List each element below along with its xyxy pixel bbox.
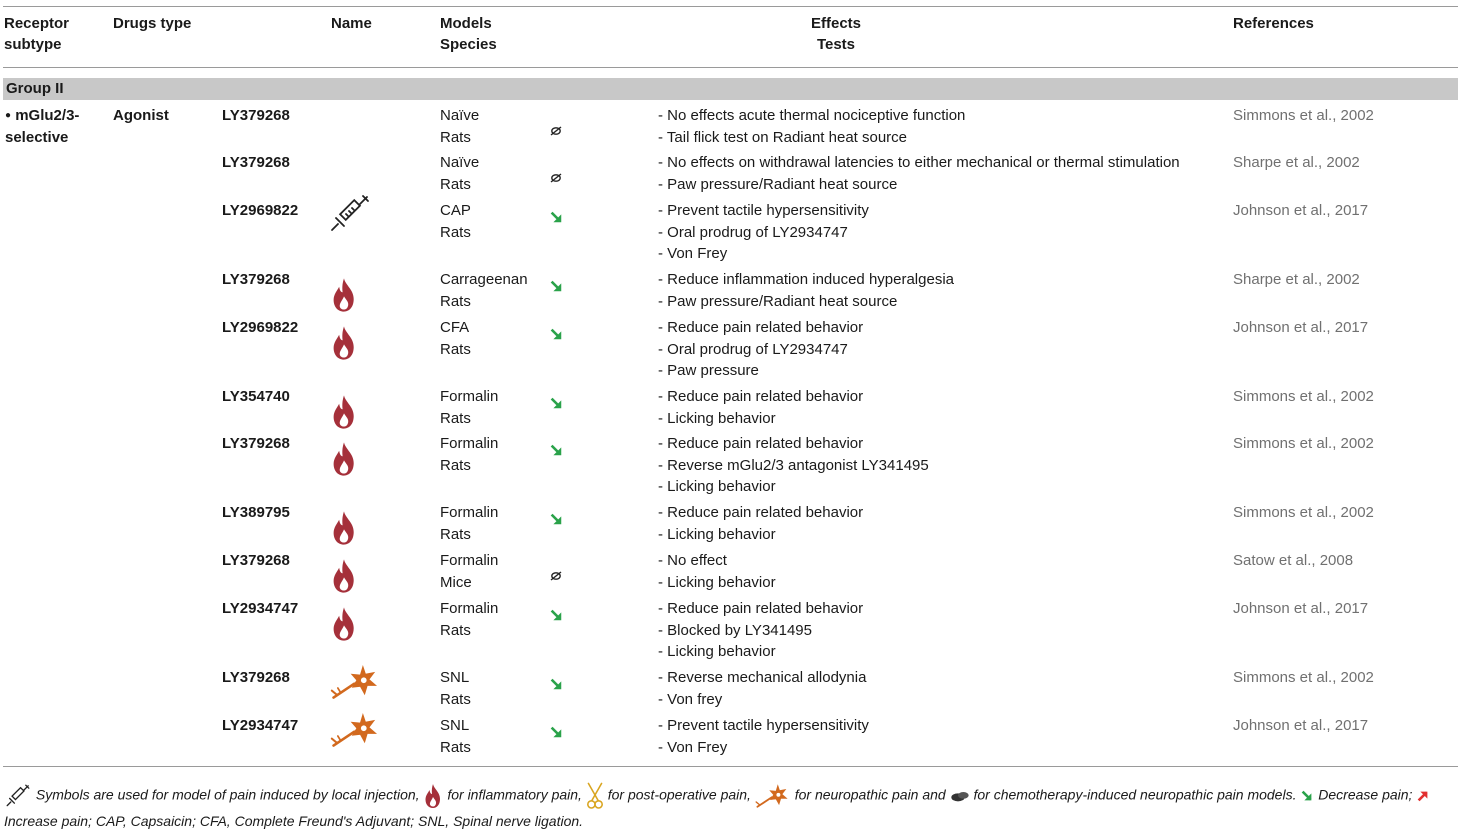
drugs-type-agonist: Agonist [113, 107, 169, 124]
decrease-arrow-icon [549, 677, 563, 696]
drug-name: LY379268 [222, 154, 290, 171]
increase-arrow-icon [1416, 789, 1430, 803]
species: Rats [440, 738, 471, 756]
species: Rats [440, 292, 471, 310]
effect-line: - Von frey [658, 690, 723, 708]
drug-name: LY379268 [222, 669, 290, 686]
effects-tests [658, 386, 863, 429]
effect-line: - Licking behavior [658, 409, 776, 427]
no-effect-icon [550, 568, 562, 586]
model: CAP [440, 202, 471, 219]
effects-tests [658, 598, 863, 663]
reference: Johnson et al., 2017 [1233, 717, 1369, 734]
species: Rats [440, 690, 471, 708]
effects-tests [658, 715, 869, 758]
reference: Simmons et al., 2002 [1233, 388, 1374, 405]
species: Rats [440, 128, 471, 146]
effect-line: - Reduce pain related behavior [658, 319, 864, 336]
footnote-line-1: Symbols are used for model of pain induced by local injection, for inflammatory pain, for post-operative pain, for neuropathic pain and for chemotherapy-induced neuropathic pain models. Decrease pain; [4, 782, 1430, 810]
decrease-arrow-icon [549, 210, 563, 229]
model-species [440, 715, 471, 758]
syringe-icon [330, 194, 370, 239]
species: Rats [440, 223, 471, 241]
effect-line: - Prevent tactile hypersensitivity [658, 717, 869, 734]
flame-icon [330, 606, 358, 647]
reference: Simmons et al., 2002 [1233, 435, 1374, 452]
effect-line: - Licking behavior [658, 643, 776, 660]
footnote-line-2: Increase pain; CAP, Capsaicin; CFA, Complete Freund's Adjuvant; SNL, Spinal nerve ligation. [4, 813, 584, 829]
effects-tests [658, 433, 929, 498]
effect-line: - Prevent tactile hypersensitivity [658, 202, 869, 219]
model: Formalin [440, 552, 499, 569]
effects-tests [658, 550, 776, 593]
decrease-arrow-icon [549, 608, 563, 627]
group-band [3, 78, 1458, 100]
group-label: Group II [6, 80, 64, 97]
header-rule [3, 67, 1458, 68]
model-species [440, 317, 471, 360]
effect-line: - Reduce pain related behavior [658, 600, 864, 617]
model-species [440, 105, 479, 148]
decrease-arrow-icon [549, 327, 563, 346]
effect-line: - Reduce pain related behavior [658, 504, 864, 521]
model-species [440, 433, 498, 476]
effect-line: - Reduce inflammation induced hyperalgesia [658, 271, 955, 288]
effect-line: - Von Frey [658, 738, 728, 756]
receptor-subtype: ● mGlu2/3- selective [5, 107, 80, 146]
effect-line: - Licking behavior [658, 573, 776, 591]
species: Mice [440, 573, 472, 591]
species: Rats [440, 409, 471, 427]
flame-icon [330, 441, 358, 482]
decrease-arrow-icon [1300, 789, 1314, 803]
effects-tests [658, 105, 965, 148]
decrease-arrow-icon [549, 443, 563, 462]
model: Formalin [440, 504, 499, 521]
effect-line: - Von Frey [658, 245, 728, 262]
reference: Johnson et al., 2017 [1233, 319, 1369, 336]
effects-tests [658, 152, 1180, 195]
model: Formalin [440, 388, 499, 405]
effects-tests [658, 502, 863, 545]
model: Naïve [440, 154, 480, 171]
model: Naïve [440, 107, 480, 124]
bottom-rule [3, 766, 1458, 767]
drug-name: LY379268 [222, 435, 290, 452]
flame-icon [330, 325, 358, 366]
model: SNL [440, 717, 470, 734]
model-species [440, 152, 479, 195]
decrease-arrow-icon [549, 396, 563, 415]
effect-line: - Paw pressure/Radiant heat source [658, 175, 898, 193]
drug-name: LY379268 [222, 552, 290, 569]
species: Rats [440, 525, 471, 543]
effect-line: - Oral prodrug of LY2934747 [658, 223, 848, 241]
flame-icon [423, 782, 443, 810]
drug-name: LY2934747 [222, 600, 299, 617]
header-models-species: Models Species [440, 15, 497, 53]
model: CFA [440, 319, 470, 336]
reference: Johnson et al., 2017 [1233, 202, 1369, 219]
decrease-arrow-icon [549, 725, 563, 744]
reference: Satow et al., 2008 [1233, 552, 1354, 569]
species: Rats [440, 456, 471, 474]
header-drugs-type: Drugs type [113, 15, 192, 32]
drug-name: LY354740 [222, 388, 290, 405]
effect-line: - Oral prodrug of LY2934747 [658, 340, 848, 358]
model-species [440, 502, 498, 545]
model: Formalin [440, 600, 499, 617]
model-species [440, 200, 471, 243]
model-species [440, 269, 528, 312]
effects-tests [658, 200, 869, 265]
flame-icon [330, 394, 358, 435]
effect-line: - Blocked by LY341495 [658, 621, 812, 639]
neuron-icon [329, 663, 383, 706]
flame-icon [330, 510, 358, 551]
reference: Simmons et al., 2002 [1233, 107, 1374, 124]
top-rule [3, 6, 1458, 7]
effect-line: - No effect [658, 552, 727, 569]
model-species [440, 667, 471, 710]
effect-line: - Reverse mGlu2/3 antagonist LY341495 [658, 456, 929, 474]
drug-name: LY2969822 [222, 202, 299, 219]
no-effect-icon [550, 123, 562, 141]
effect-line: - Licking behavior [658, 478, 776, 495]
pill-icon [950, 788, 970, 804]
syringe-icon [4, 784, 32, 808]
effects-tests [658, 667, 866, 710]
decrease-arrow-icon [549, 279, 563, 298]
reference: Sharpe et al., 2002 [1233, 271, 1360, 288]
reference: Simmons et al., 2002 [1233, 504, 1374, 521]
header-name: Name [331, 15, 372, 32]
header-receptor-subtype: Receptor subtype [4, 15, 70, 53]
drug-name: LY379268 [222, 107, 290, 124]
bullet: ● [5, 110, 12, 121]
species: Rats [440, 340, 471, 358]
species: Rats [440, 621, 471, 639]
effect-line: - No effects acute thermal nociceptive function [658, 107, 966, 124]
model-species [440, 598, 498, 641]
effect-line: - No effects on withdrawal latencies to either mechanical or thermal stimulation [658, 154, 1180, 171]
effect-line: - Tail flick test on Radiant heat source [658, 128, 908, 146]
header-references: References [1233, 15, 1314, 32]
drug-name: LY2934747 [222, 717, 299, 734]
effect-line: - Reduce pain related behavior [658, 435, 864, 452]
model-species [440, 386, 498, 429]
effects-tests [658, 269, 954, 312]
model-species [440, 550, 498, 593]
model: Carrageenan [440, 271, 528, 288]
flame-icon [330, 277, 358, 318]
neuron-icon [329, 711, 383, 754]
neuron-icon [755, 782, 791, 810]
no-effect-icon [550, 170, 562, 188]
flame-icon [330, 558, 358, 599]
reference: Johnson et al., 2017 [1233, 600, 1369, 617]
drug-name: LY2969822 [222, 319, 299, 336]
effect-line: - Licking behavior [658, 525, 776, 543]
reference: Simmons et al., 2002 [1233, 669, 1374, 686]
drug-name: LY379268 [222, 271, 290, 288]
effect-line: - Paw pressure [658, 362, 759, 379]
scissors-icon [586, 782, 604, 810]
drug-name: LY389795 [222, 504, 290, 521]
header-effects-tests: Effects Tests [810, 15, 862, 53]
effect-line: - Reverse mechanical allodynia [658, 669, 867, 686]
species: Rats [440, 175, 471, 193]
effect-line: - Paw pressure/Radiant heat source [658, 292, 898, 310]
model: SNL [440, 669, 470, 686]
effects-tests [658, 317, 863, 382]
decrease-arrow-icon [549, 512, 563, 531]
effect-line: - Reduce pain related behavior [658, 388, 864, 405]
reference: Sharpe et al., 2002 [1233, 154, 1360, 171]
model: Formalin [440, 435, 499, 452]
